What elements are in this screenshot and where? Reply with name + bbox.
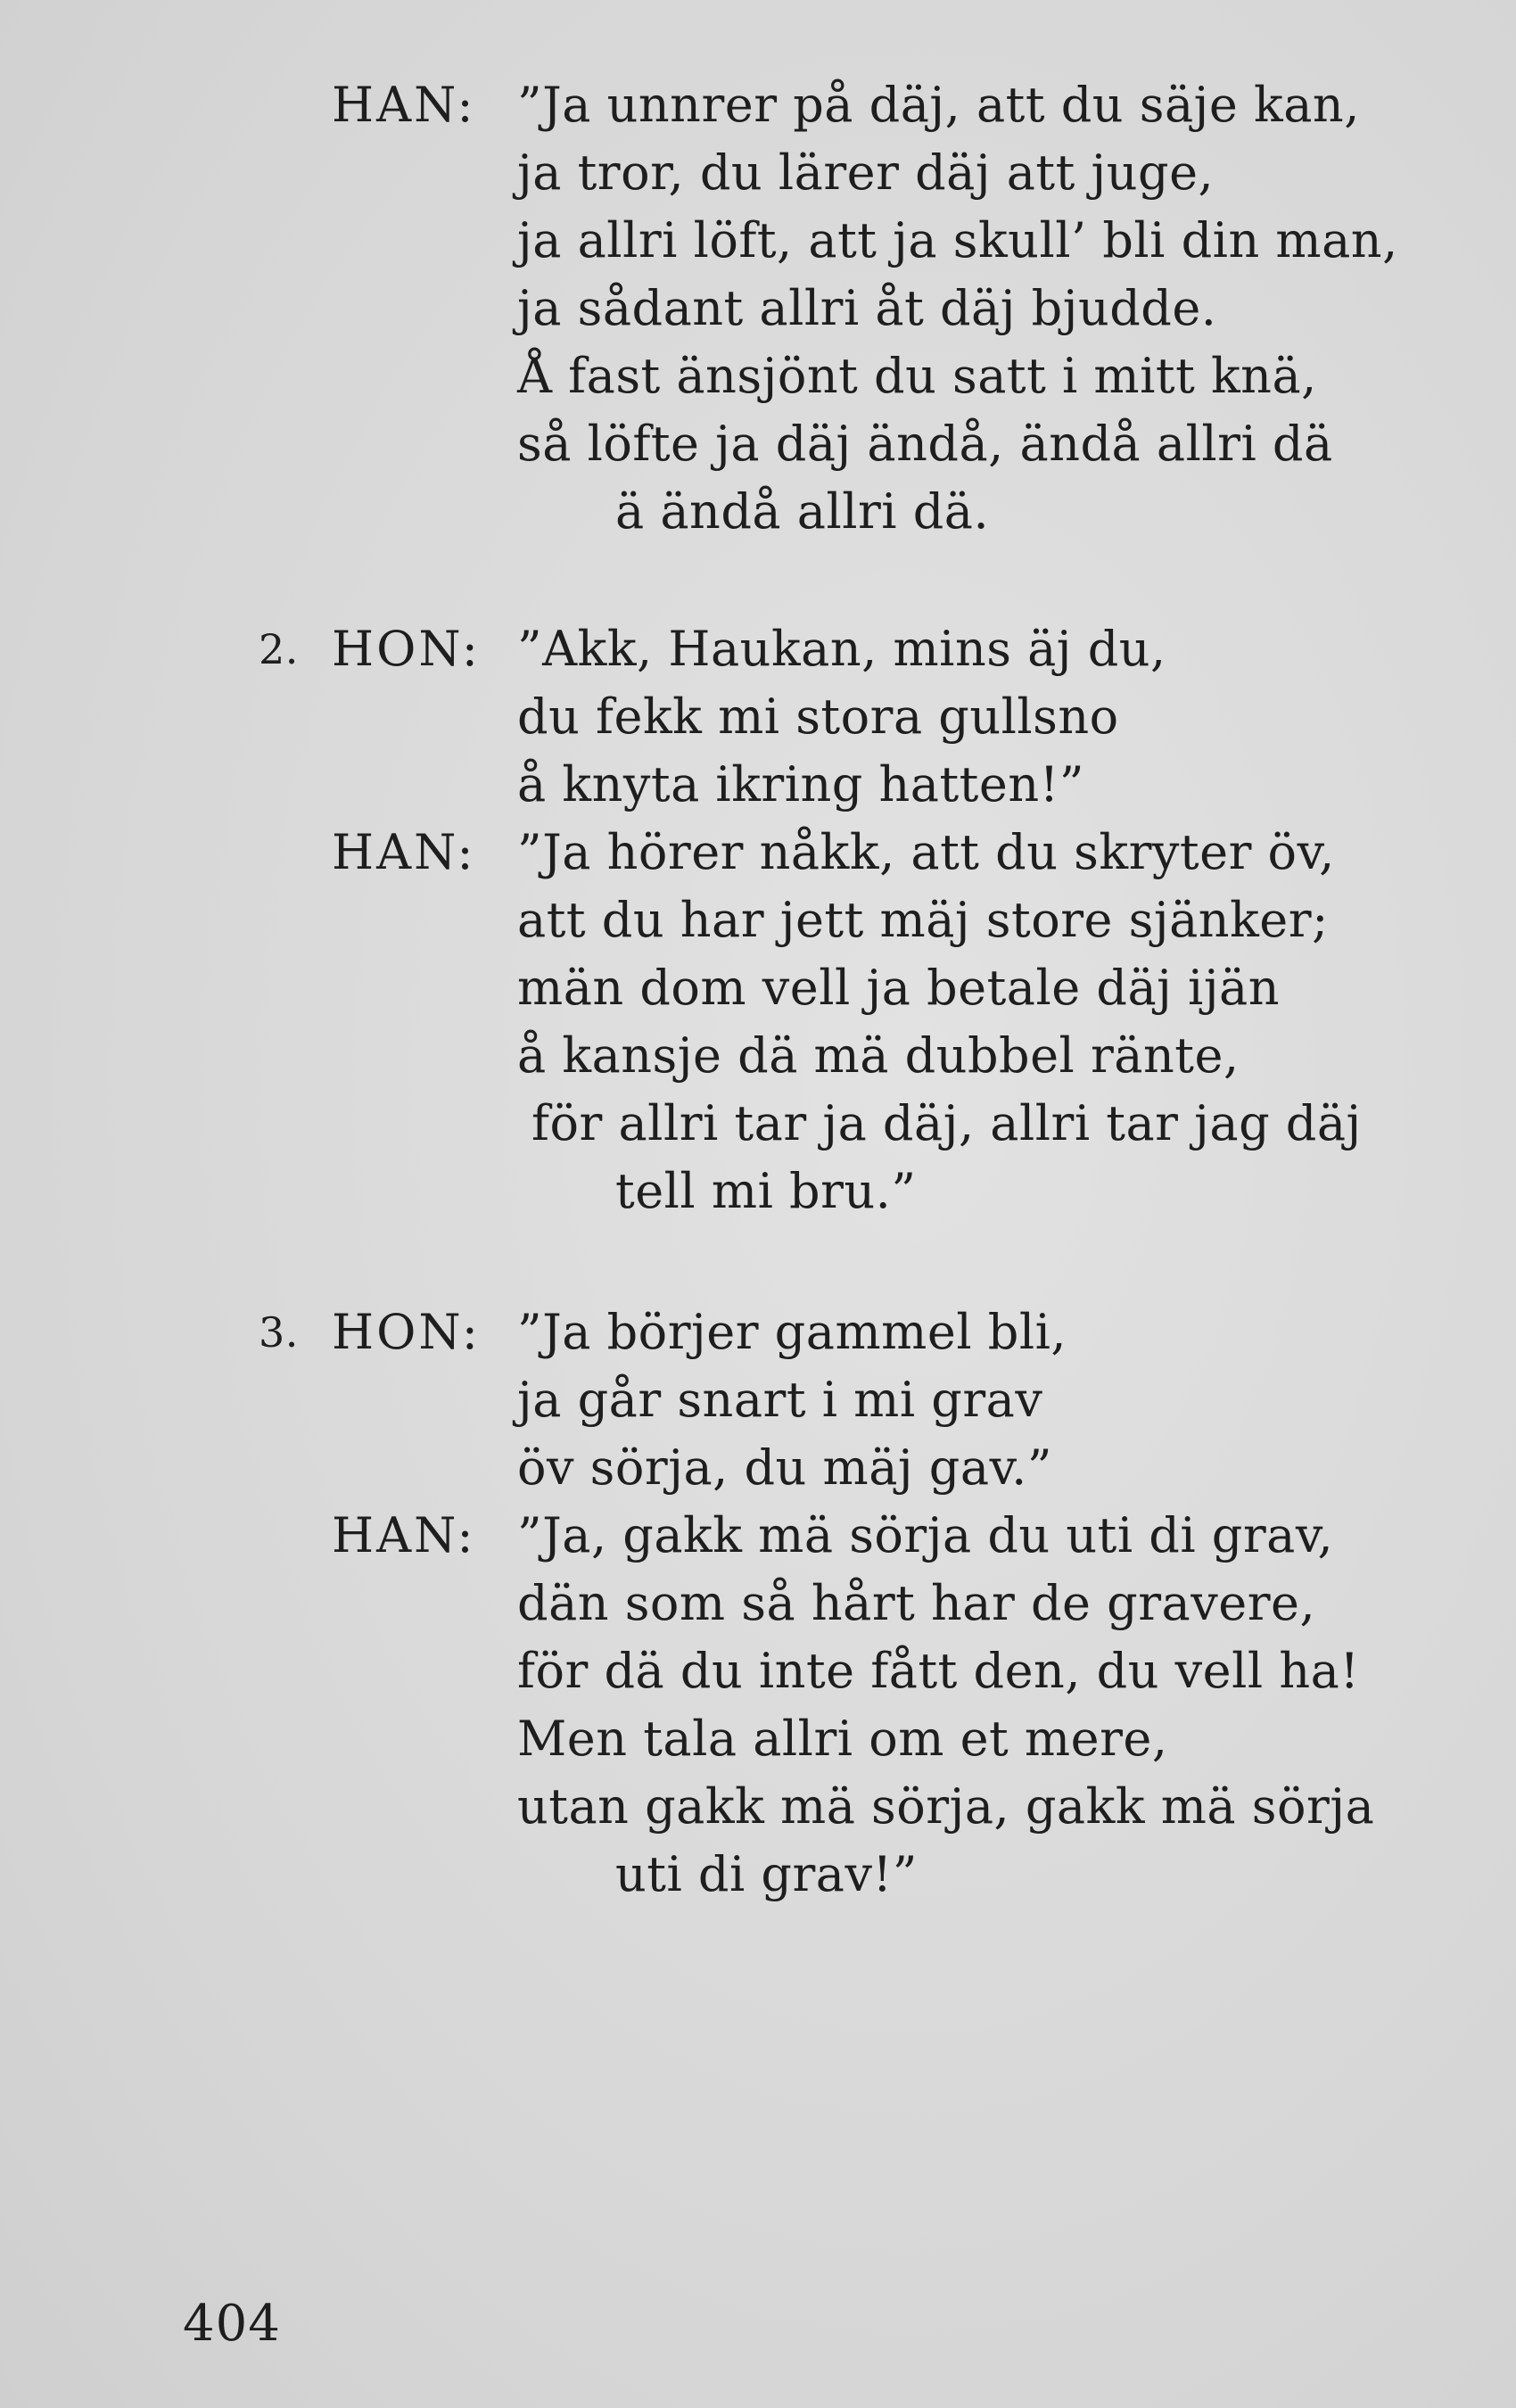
verse-line: utan gakk mä sörja, gakk mä sörja — [517, 1778, 1375, 1835]
speaker-label: HAN: — [332, 824, 476, 880]
stanza-number: 3. — [259, 1308, 299, 1357]
verse-line: så löfte ja däj ändå, ändå allri dä — [517, 416, 1333, 472]
verse-line: att du har jett mäj store sjänker; — [517, 892, 1329, 948]
verse-line: ja allri löft, att ja skull’ bli din man, — [517, 212, 1398, 268]
verse-line-refrain: ä ändå allri dä. — [615, 483, 990, 540]
verse-line: Å fast änsjönt du satt i mitt knä, — [517, 348, 1317, 404]
verse-line: ”Ja hörer nåkk, att du skryter öv, — [517, 824, 1335, 880]
verse-line: ja sådant allri åt däj bjudde. — [517, 280, 1217, 336]
stanza-number: 2. — [259, 625, 299, 673]
verse-line: Men tala allri om et mere, — [517, 1711, 1168, 1767]
speaker-label: HAN: — [332, 77, 476, 133]
page-number: 404 — [183, 2295, 281, 2353]
verse-line-refrain: uti di grav!” — [615, 1846, 918, 1902]
verse-line: ja tror, du lärer däj att juge, — [517, 144, 1215, 201]
verse-line: för dä du inte fått den, du vell ha! — [517, 1643, 1360, 1699]
verse-line: öv sörja, du mäj gav.” — [517, 1439, 1052, 1496]
verse-line-refrain: tell mi bru.” — [615, 1163, 917, 1219]
verse-line: ”Ja unnrer på däj, att du säje kan, — [517, 77, 1360, 133]
verse-line: å kansje dä mä dubbel ränte, — [517, 1027, 1240, 1084]
speaker-label: HON: — [332, 1304, 481, 1360]
verse-line: ”Ja börjer gammel bli, — [517, 1304, 1067, 1360]
verse-line: män dom vell ja betale däj ijän — [517, 960, 1281, 1016]
speaker-label: HON: — [332, 621, 481, 677]
verse-line: för allri tar ja däj, allri tar jag däj — [531, 1095, 1362, 1151]
speaker-label: HAN: — [332, 1507, 476, 1563]
verse-line: ”Ja, gakk mä sörja du uti di grav, — [517, 1507, 1334, 1563]
verse-line: ja går snart i mi grav — [517, 1372, 1043, 1428]
verse-line: å knyta ikring hatten!” — [517, 756, 1084, 812]
verse-line: du fekk mi stora gullsno — [517, 689, 1119, 745]
verse-line: ”Akk, Haukan, mins äj du, — [517, 621, 1166, 677]
verse-line: dän som så hårt har de gravere, — [517, 1575, 1316, 1631]
